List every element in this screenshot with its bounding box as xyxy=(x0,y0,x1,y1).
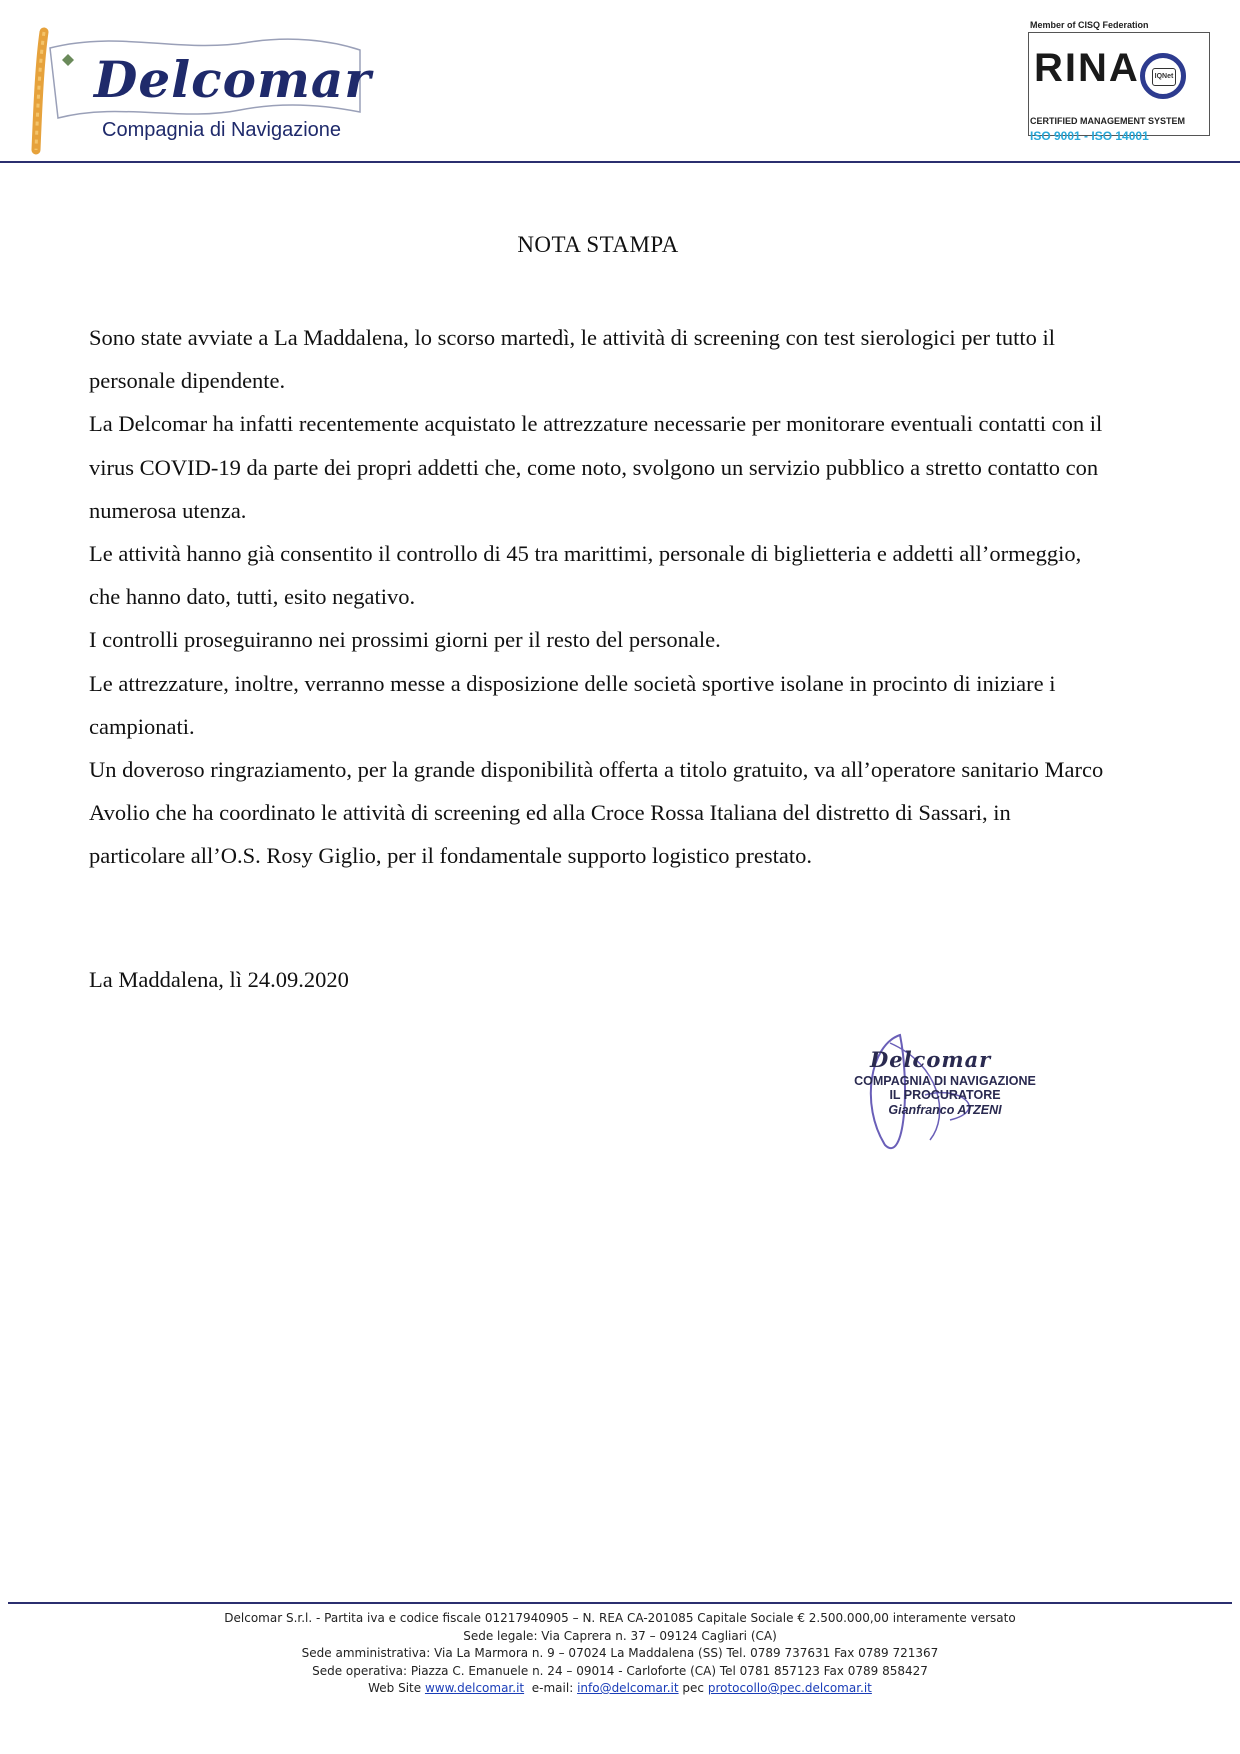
iqnet-label: IQNet xyxy=(1152,68,1176,86)
footer-company-line: Delcomar S.r.l. - Partita iva e codice fiscale 01217940905 – N. REA CA-201085 Capitale Sociale € 2.500.000,00 interamente versato xyxy=(224,1611,1016,1625)
footer-contacts xyxy=(0,1680,1240,1698)
paragraph: La Delcomar ha infatti recentemente acquistato le attrezzature necessarie per monitorare eventuali contatti con il virus COVID-19 da parte dei propri addetti che, come noto, svolgono un servizio pubblico a stretto contatto con numerosa utenza. xyxy=(89,411,1103,523)
press-release-body xyxy=(89,316,1109,878)
website-link[interactable]: www.delcomar.it xyxy=(424,1681,525,1695)
iso-standards-text: ISO 9001 - ISO 14001 xyxy=(1030,129,1149,143)
cert-system-text: CERTIFIED MANAGEMENT SYSTEM xyxy=(1030,116,1186,126)
rina-wordmark: RINA xyxy=(1034,46,1140,90)
place-date: La Maddalena, lì 24.09.2020 xyxy=(89,967,349,992)
stamp-signatory: Gianfranco ATZENI xyxy=(888,1103,1002,1117)
document-title: NOTA STAMPA xyxy=(517,232,679,257)
iqnet-seal-icon xyxy=(1140,53,1186,99)
delcomar-logo xyxy=(30,20,390,155)
pec-label: pec xyxy=(682,1681,705,1695)
signature-stamp xyxy=(830,1025,1060,1155)
logo-subtitle: Compagnia di Navigazione xyxy=(102,119,342,141)
footer-legal-address: Sede legale: Via Caprera n. 37 – 09124 Cagliari (CA) xyxy=(463,1628,777,1643)
letterhead-footer xyxy=(0,1610,1240,1698)
footer-admin-address: Sede amministrativa: Via La Marmora n. 9 – 07024 La Maddalena (SS) Tel. 0789 737631 Fax 0789 721367 xyxy=(301,1646,939,1660)
stamp-brand: Delcomar xyxy=(870,1047,992,1072)
cisq-member-text: Member of CISQ Federation xyxy=(1030,20,1149,30)
email-link[interactable]: info@delcomar.it xyxy=(577,1681,679,1695)
header-divider xyxy=(0,161,1240,163)
rina-certification-logo xyxy=(1020,20,1220,150)
paragraph: Le attrezzature, inoltre, verranno messe a disposizione delle società sportive isolane in procinto di iniziare i campionati. xyxy=(89,670,1056,739)
stamp-role: IL PROCURATORE xyxy=(889,1088,1001,1102)
footer-operational-address: Sede operativa: Piazza C. Emanuele n. 24 – 09014 - Carloforte (CA) Tel 0781 857123 Fax 0789 858427 xyxy=(312,1663,928,1678)
letterhead-header xyxy=(0,0,1240,165)
stamp-company: COMPAGNIA DI NAVIGAZIONE xyxy=(854,1074,1036,1088)
paragraph: Sono state avviate a La Maddalena, lo scorso martedì, le attività di screening con test sierologici per tutto il personale dipendente. xyxy=(89,325,1055,394)
logo-wordmark: Delcomar xyxy=(94,50,372,109)
footer-divider xyxy=(8,1602,1232,1604)
pec-link[interactable]: protocollo@pec.delcomar.it xyxy=(707,1681,872,1695)
paragraph: I controlli proseguiranno nei prossimi giorni per il resto del personale. xyxy=(89,627,721,653)
web-label: Web Site xyxy=(368,1681,422,1695)
paragraph: Un doveroso ringraziamento, per la grande disponibilità offerta a titolo gratuito, va all’operatore sanitario Marco Avolio che ha coordinato le attività di screening ed alla Croce Rossa Italiana del distretto di Sassari, in particolare all’O.S. Rosy Giglio, per il fondamentale supporto logistico prestato. xyxy=(89,757,1104,869)
email-label: e-mail: xyxy=(531,1681,574,1695)
paragraph: Le attività hanno già consentito il controllo di 45 tra marittimi, personale di biglietteria e addetti all’ormeggio, che hanno dato, tutti, esito negativo. xyxy=(89,541,1082,610)
